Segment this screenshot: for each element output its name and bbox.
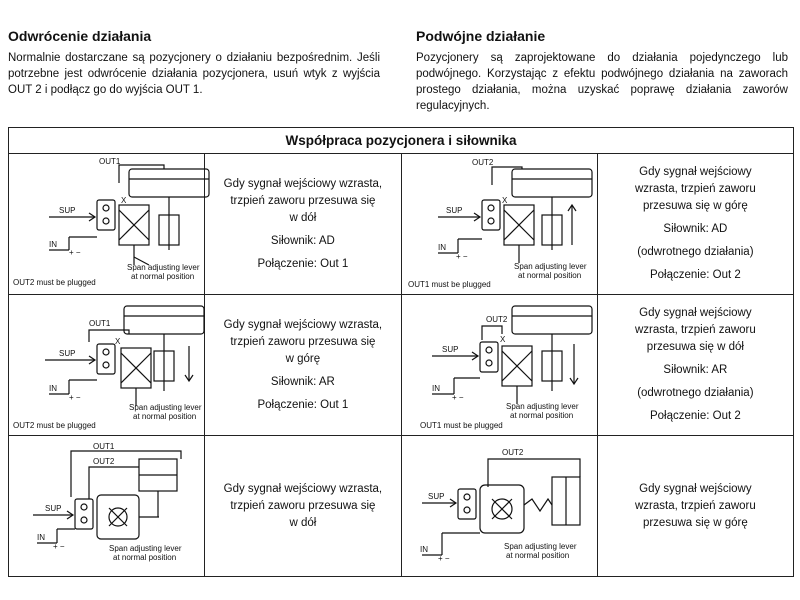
description-line: przesuwa się w dół [646,341,744,353]
positioner-diagram [402,296,618,434]
out-label: OUT1 [89,319,111,328]
lever-position-label: at normal position [113,553,177,562]
diagram-cell [401,436,597,577]
plug-note: OUT1 must be plugged [419,421,503,430]
double-action-text: Pozycjonery są zaprojektowane do działania pojedynczego lub podwójnego. Korzystając z efektu podwójnego działania na zaworach prostego działania, można uzyskać poprawę działania zaworów regulacyjnych. [416,52,788,112]
lever-label: Span adjusting lever [513,262,586,271]
in-label: IN [419,545,428,554]
connection-type: Połączenie: Out 1 [257,257,349,270]
diagram-cell [401,154,597,295]
description-cell [597,295,793,436]
description-cell [205,295,401,436]
diagram-cell [9,154,205,295]
positioner-diagram [402,437,618,575]
plus-minus-signs: + − [455,252,468,261]
diagram-cell [9,295,205,436]
description-line: Gdy sygnał wejściowy wzrasta, [223,177,383,190]
diagram-cell [9,436,205,577]
x-label: X [115,337,121,346]
x-label: X [499,335,505,344]
sup-label: SUP [59,349,76,358]
plus-minus-signs: + − [53,542,65,551]
out2-label: OUT2 [93,457,115,466]
description-line: Gdy sygnał wejściowy wzrasta, [223,318,383,331]
lever-position-label: at normal position [517,271,581,280]
description-line: wzrasta, trzpień zaworu [634,324,756,336]
description-cell [597,154,793,295]
actuator-type: Siłownik: AD [270,234,335,247]
description-line: w górę [285,352,321,365]
lever-label: Span adjusting lever [129,403,202,412]
action-note: (odwrotnego działania) [637,246,754,258]
description-line: przesuwa się w górę [642,200,748,212]
plus-minus-signs: + − [69,248,81,257]
description-cell [205,436,401,577]
connection-type: Połączenie: Out 2 [649,269,741,281]
connection-type: Połączenie: Out 1 [257,398,349,411]
sup-label: SUP [427,492,444,501]
description-line: wzrasta, trzpień zaworu [634,183,756,195]
sup-label: SUP [445,206,462,215]
out2-label: OUT2 [501,448,523,457]
description-line: Gdy sygnał wejściowy [639,307,752,319]
connection-type: Połączenie: Out 2 [649,410,741,422]
plug-note: OUT1 must be plugged [407,280,491,289]
table-title: Współpraca pozycjonera i siłownika [9,128,794,154]
out-label: OUT1 [99,157,121,166]
in-label: IN [49,384,57,393]
description-line: Gdy sygnał wejściowy [639,482,752,495]
description-line: Gdy sygnał wejściowy [639,166,752,178]
action-note: (odwrotnego działania) [637,387,754,399]
in-label: IN [49,240,57,249]
lever-label: Span adjusting lever [127,263,200,272]
actuator-type: Siłownik: AR [663,364,728,376]
description-line: trzpień zaworu przesuwa się [230,194,376,207]
description-cell [205,154,401,295]
plug-note: OUT2 must be plugged [13,278,96,287]
description-line: trzpień zaworu przesuwa się [230,335,376,348]
positioner-diagram [9,296,225,434]
description-line: w dół [289,211,317,224]
diagram-cell [401,295,597,436]
description-line: Gdy sygnał wejściowy wzrasta, [223,482,383,495]
description-cell [597,436,793,577]
plug-note: OUT2 must be plugged [13,421,96,430]
sup-label: SUP [59,206,76,215]
reverse-action-title: Odwrócenie działania [8,28,152,44]
sup-label: SUP [45,504,62,513]
out1-label: OUT1 [93,442,115,451]
x-label: X [121,196,127,205]
description-line: w dół [289,516,317,529]
lever-position-label: at normal position [133,412,197,421]
in-label: IN [437,243,446,252]
plus-minus-signs: + − [437,554,450,563]
actuator-type: Siłownik: AD [663,223,728,235]
positioner-diagram [9,437,225,575]
out-label: OUT2 [485,315,507,324]
positioner-diagram [402,155,618,293]
lever-position-label: at normal position [131,272,195,281]
positioner-actuator-table [8,127,794,577]
plus-minus-signs: + − [69,393,81,402]
lever-position-label: at normal position [509,411,573,420]
plus-minus-signs: + − [451,393,464,402]
description-line: przesuwa się w górę [642,516,748,529]
reverse-action-text: Normalnie dostarczane są pozycjonery o działaniu bezpośrednim. Jeśli potrzebne jest odwrócenie działania pozycjonera, usuń wtyk z wyjścia OUT 2 i podłącz go do wyjścia OUT 1. [8,52,380,96]
table-row [9,436,794,577]
positioner-diagram [9,155,225,293]
out-label: OUT2 [471,158,493,167]
reverse-action-section [8,28,380,98]
sup-label: SUP [441,345,458,354]
lever-label: Span adjusting lever [503,542,576,551]
x-label: X [501,196,507,205]
lever-position-label: at normal position [505,551,569,560]
table-row [9,295,794,436]
table-header-row [9,128,794,154]
double-action-title: Podwójne działanie [416,28,546,44]
lever-label: Span adjusting lever [109,544,182,553]
double-action-section [416,28,788,114]
actuator-type: Siłownik: AR [270,375,335,388]
in-label: IN [431,384,440,393]
description-line: trzpień zaworu przesuwa się [230,499,376,512]
in-label: IN [37,533,45,542]
lever-label: Span adjusting lever [505,402,578,411]
description-line: wzrasta, trzpień zaworu [634,499,756,512]
table-row [9,154,794,295]
